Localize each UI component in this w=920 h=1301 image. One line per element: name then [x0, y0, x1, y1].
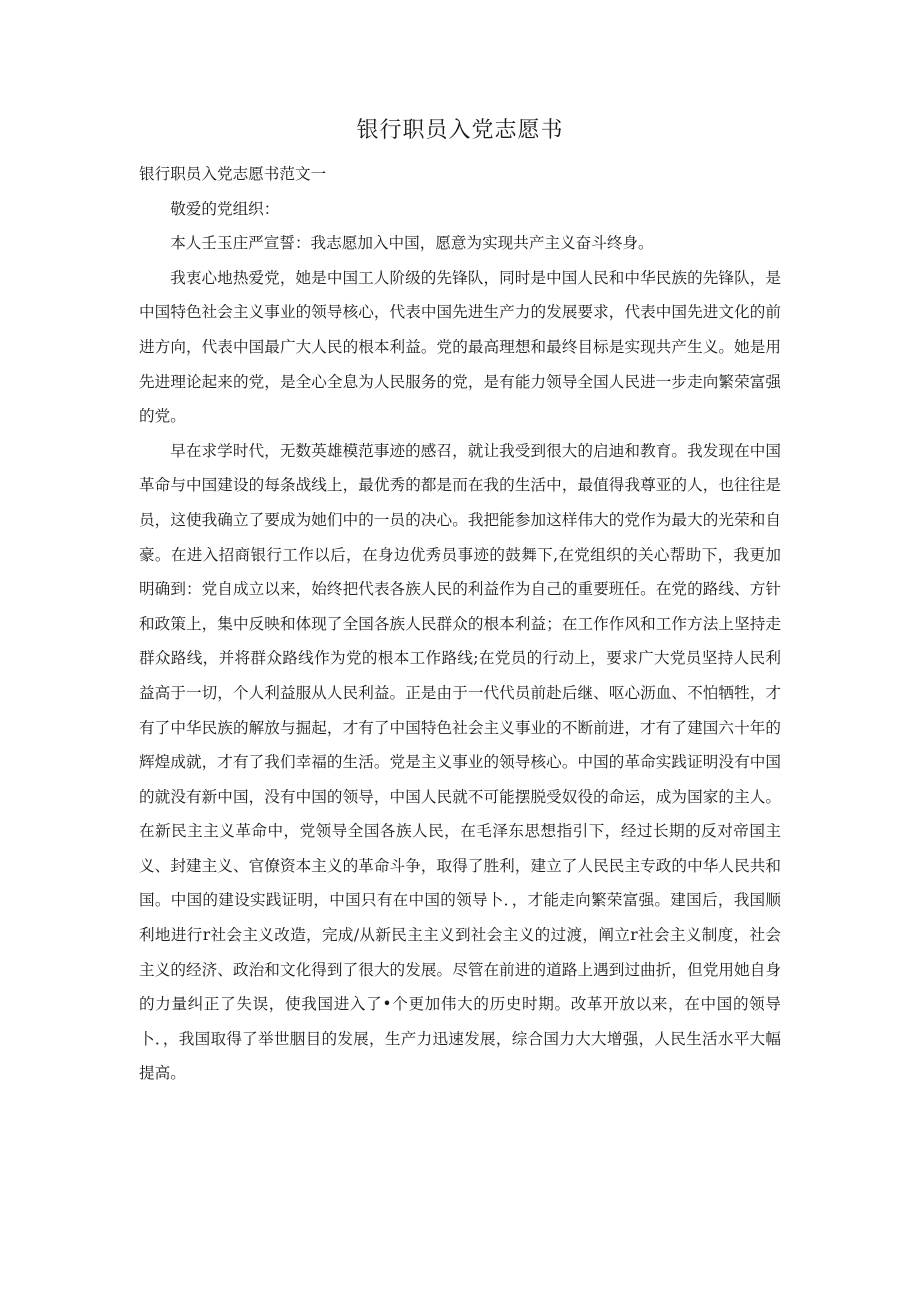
paragraph-love-party: 我衷心地热爱党，她是中国工人阶级的先锋队，同时是中国人民和中华民族的先锋队，是中国特色社会主义事业的领导核心，代表中国先进生产力的发展要求，代表中国先进文化的前进方向，代表中国最广大人民的根本利益。党的最高理想和最终目标是实现共产生义。她是用先进理论起来的党，是全心全息为人民服务的党，是有能力领导全国人民进一步走向繁荣富强的党。 — [139, 268, 781, 426]
document-subtitle: 银行职员入党志愿书范文一 — [139, 165, 327, 183]
paragraph-oath: 本人壬玉庄严宣誓：我志愿加入中国，愿意为实现共产主义奋斗终身。 — [170, 234, 654, 253]
document-title: 银行职员入党志愿书 — [356, 118, 564, 143]
paragraph-study-years: 早在求学时代，无数英雄模范事迹的感召，就让我受到很大的启迪和教育。我发现在中国革命与中国建设的每条战线上，最优秀的都是而在我的生活中，最值得我尊亚的人，也往往是员，这使我确立了要成为她们中的一员的决心。我把能参加这样伟大的党作为最大的光荣和自豪。在进入招商银行工作以后，在身边优秀员事迹的鼓舞下,在党组织的关心帮助下，我更加明确到：党自成立以来，始终把代表各族人民的利益作为自己的重要班任。在党的路线、方针和政策上，集中反映和体现了全国各族人民群众的根本利益；在工作作风和工作方法上坚持走群众路线，并将群众路线作为党的根本工作路线;在党员的行动上，要求广大党员坚持人民利益高于一切，个人利益服从人民利益。正是由于一代代员前赴后继、呕心沥血、不怕牺牲，才有了中华民族的解放与掘起，才有了中国特色社会主义事业的不断前进，才有了建国六十年的辉煌成就，才有了我们幸福的生活。党是主义事业的领导核心。中国的革命实践证明没有中国的就没有新中国，没有中国的领导，中国人民就不可能摆脱受奴役的命运，成为国家的主人。在新民主主义革命中，党领导全国各族人民，在毛泽东思想指引下，经过长期的反对帝国主义、封建主义、官僚资本主义的革命斗争，取得了胜利，建立了人民民主专政的中华人民共和国。中国的建设实践证明，中国只有在中国的领导卜．，才能走向繁荣富强。建国后，我国顺利地进行r社会主义改造，完成/从新民主主义到社会主义的过渡，阐立r社会主义制度，社会主义的经济、政治和文化得到了很大的发展。尽管在前进的道路上遇到过曲折，但党用她自身的力量纠正了失误，使我国进入了•个更加伟大的历史时期。改革开放以来，在中国的领导卜．，我国取得了举世胭目的发展，生产力迅速发展，综合国力大大增强，人民生活水平大幅提高。 — [139, 441, 781, 1083]
salutation: 敬爱的党组织： — [170, 199, 280, 218]
document-body — [139, 157, 781, 1091]
